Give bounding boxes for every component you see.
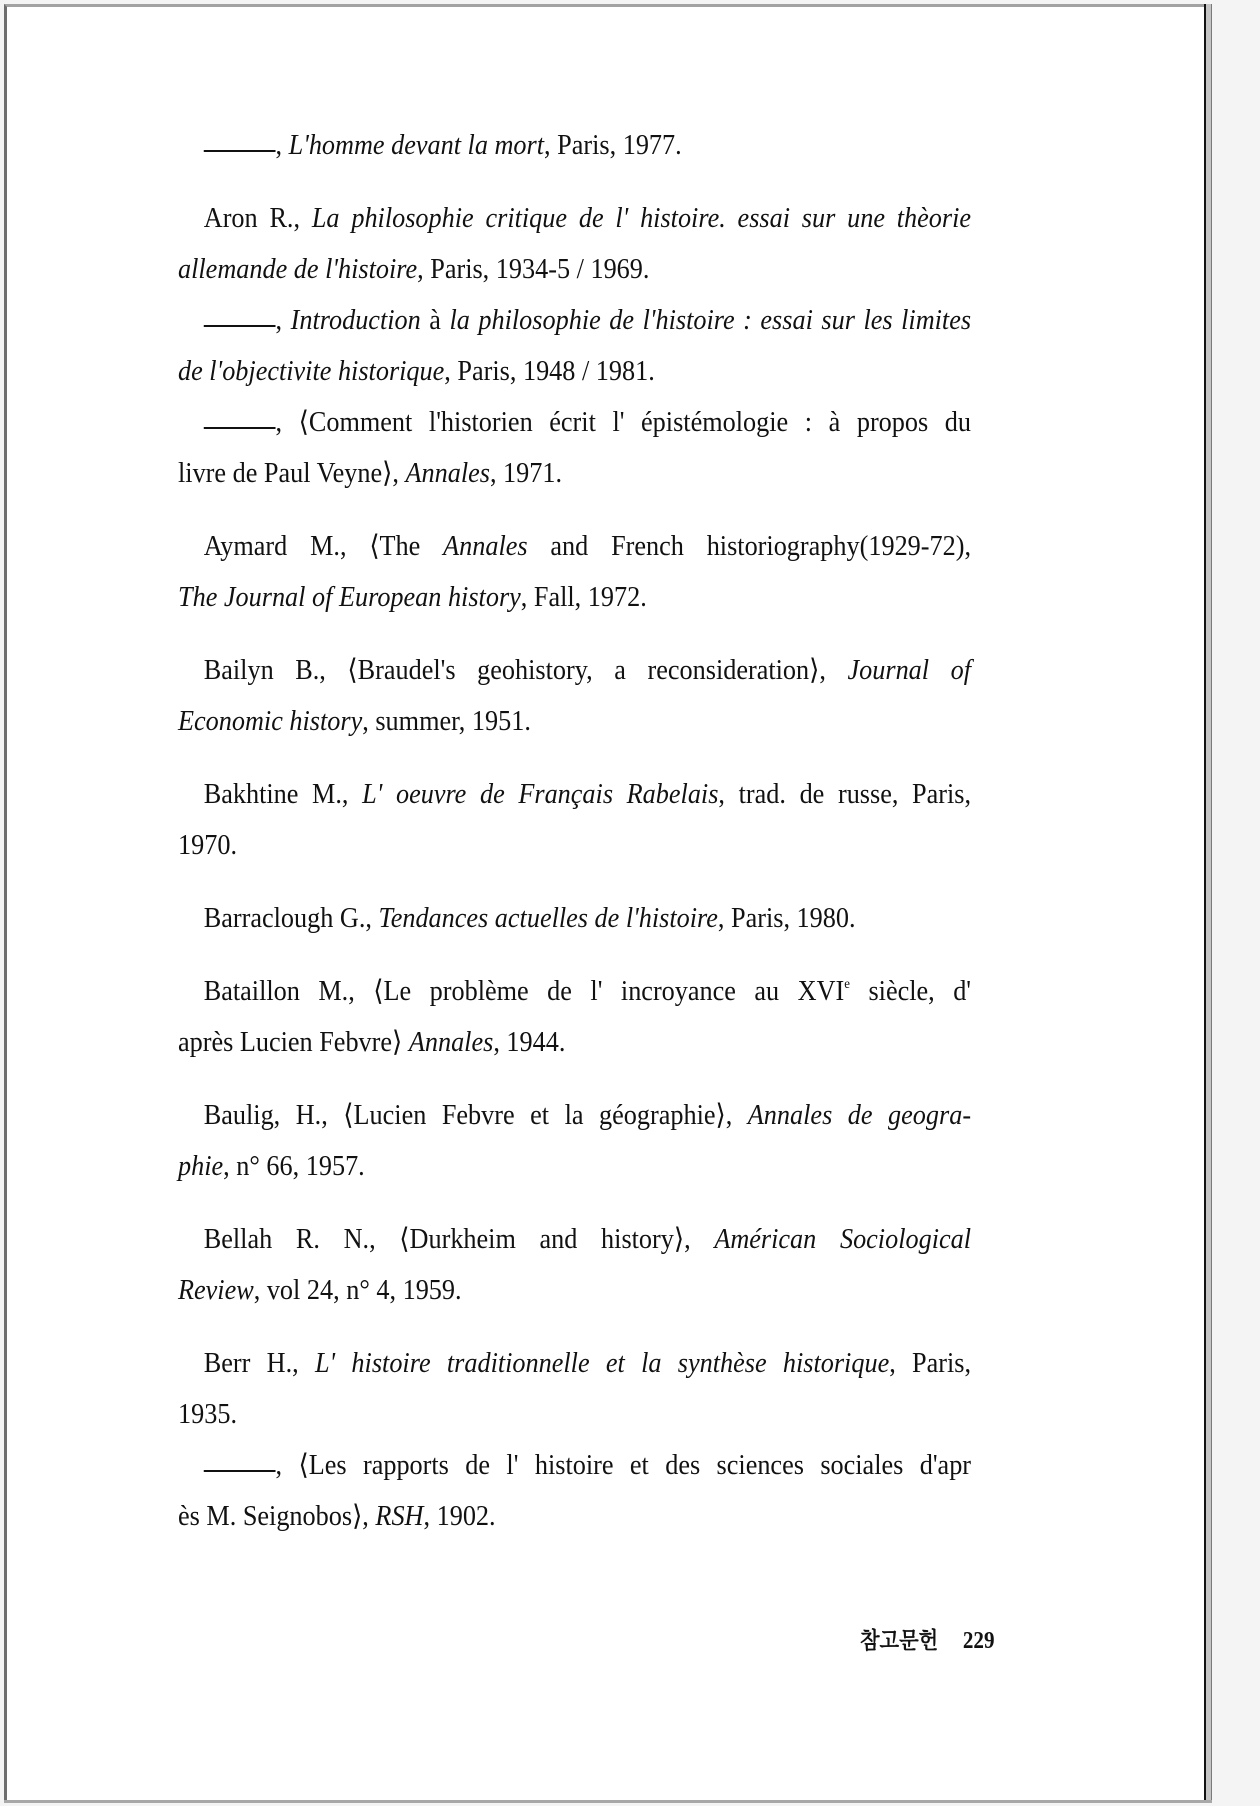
citation-text: , Paris, (889, 1348, 972, 1379)
citation-text: , vol 24, n° 4, 1959. (253, 1275, 462, 1306)
italic-title: Annales (408, 1027, 494, 1058)
entry-first-line (178, 397, 971, 448)
citation-text: , Paris, 1980. (717, 903, 856, 934)
bibliography-entry (178, 893, 971, 944)
italic-title: allemande de l'histoire (178, 254, 418, 285)
italic-title: L' histoire traditionnelle et la synthèse historique (314, 1348, 890, 1379)
bibliography-entry (178, 120, 971, 171)
entry-first-line (178, 521, 971, 572)
citation-text: après Lucien Febvre⟩ (178, 1027, 409, 1058)
citation-text: , Fall, 1972. (520, 582, 647, 613)
entry-first-line (178, 966, 971, 1017)
citation-text: , ⟨Comment l'historien écrit l' épistémologie : à propos du (275, 407, 972, 438)
bibliography-entry (178, 769, 971, 871)
entry-first-line (178, 120, 971, 171)
italic-title: phie (178, 1151, 224, 1182)
italic-title: Introduction (290, 305, 421, 336)
citation-text: 1970. (178, 830, 237, 861)
same-author-dash (204, 426, 276, 429)
page-bottom-shadow (4, 1800, 1212, 1803)
same-author-dash (204, 149, 276, 152)
citation-text: ès M. Seignobos⟩, (178, 1501, 376, 1532)
italic-title: Journal of (847, 655, 972, 686)
entry-continuation-line (178, 572, 971, 623)
entry-first-line (178, 1440, 971, 1491)
superscript: e (844, 977, 850, 992)
italic-title: Annales (405, 458, 490, 489)
entry-continuation-line (178, 346, 971, 397)
bibliography-entry (178, 521, 971, 623)
italic-title: la philosophie de l'histoire : essai sur les limites (449, 305, 972, 336)
italic-title: RSH (375, 1501, 424, 1532)
bibliography-entry (178, 1440, 971, 1542)
citation-text: , Paris, 1977. (544, 130, 682, 161)
same-author-dash (204, 1469, 276, 1472)
citation-text: à (420, 305, 450, 336)
citation-text: Aron R., (203, 203, 312, 234)
citation-text: , summer, 1951. (362, 706, 531, 737)
citation-text: , ⟨Les rapports de l' histoire et des sciences sociales d'apr (275, 1450, 972, 1481)
citation-text: Berr H., (203, 1348, 315, 1379)
page-number: 229 (962, 1628, 995, 1654)
citation-text: , 1971. (489, 458, 563, 489)
italic-title: The Journal of European history (178, 582, 521, 613)
citation-text: , n° 66, 1957. (223, 1151, 365, 1182)
citation-text: Bakhtine M., (203, 779, 363, 810)
italic-title: Economic history (178, 706, 363, 737)
citation-text: livre de Paul Veyne⟩, (178, 458, 406, 489)
bibliography-entry (178, 1338, 971, 1440)
bibliography-list (178, 120, 971, 1542)
entry-continuation-line (178, 820, 971, 871)
italic-title: L'homme devant la mort (288, 130, 545, 161)
citation-text: Bailyn B., ⟨Braudel's geohistory, a reconsideration⟩, (203, 655, 848, 686)
citation-text: siècle, d' (849, 976, 972, 1007)
citation-text: , Paris, 1934-5 / 1969. (417, 254, 650, 285)
italic-title: Tendances actuelles de l'histoire (378, 903, 718, 934)
italic-title: Américan Sociological (714, 1224, 972, 1255)
entry-first-line (178, 1090, 971, 1141)
entry-continuation-line (178, 1491, 971, 1542)
entry-first-line (178, 295, 971, 346)
bibliography-entry (178, 1090, 971, 1192)
entry-continuation-line (178, 696, 971, 747)
citation-text: Bellah R. N., ⟨Durkheim and history⟩, (203, 1224, 715, 1255)
page-edge-shadow (1204, 4, 1212, 1800)
entry-first-line (178, 1338, 971, 1389)
bibliography-entry (178, 645, 971, 747)
footer-section-title: 참고문헌 (860, 1628, 939, 1654)
bibliography-entry (178, 193, 971, 295)
bibliography-entry (178, 1214, 971, 1316)
italic-title: L' oeuvre de Français Rabelais (362, 779, 719, 810)
entry-continuation-line (178, 448, 971, 499)
italic-title: Annales de geogra- (747, 1100, 972, 1131)
entry-continuation-line (178, 244, 971, 295)
bibliography-entry (178, 295, 971, 397)
citation-text: , Paris, 1948 / 1981. (444, 356, 655, 387)
entry-continuation-line (178, 1389, 971, 1440)
citation-text: , 1944. (493, 1027, 566, 1058)
entry-first-line (178, 193, 971, 244)
entry-continuation-line (178, 1265, 971, 1316)
same-author-dash (204, 324, 276, 327)
citation-text: , (275, 305, 291, 336)
bibliography-entry (178, 966, 971, 1068)
citation-text: , (275, 130, 289, 161)
bibliography-entry (178, 397, 971, 499)
entry-continuation-line (178, 1017, 971, 1068)
entry-first-line (178, 893, 971, 944)
entry-continuation-line (178, 1141, 971, 1192)
entry-first-line (178, 645, 971, 696)
page-footer (860, 1622, 995, 1655)
citation-text: , 1902. (423, 1501, 496, 1532)
citation-text: and French historiography(1929-72), (527, 531, 972, 562)
italic-title: Review (178, 1275, 254, 1306)
citation-text: Barraclough G., (203, 903, 379, 934)
citation-text: Bataillon M., ⟨Le problème de l' incroyance au XVI (203, 976, 845, 1007)
italic-title: de l'objectivite historique (178, 356, 445, 387)
citation-text: , trad. de russe, Paris, (718, 779, 972, 810)
citation-text: Baulig, H., ⟨Lucien Febvre et la géographie⟩, (203, 1100, 748, 1131)
citation-text: 1935. (178, 1399, 237, 1430)
italic-title: La philosophie critique de l' histoire. essai sur une thèorie (311, 203, 972, 234)
citation-text: Aymard M., ⟨The (203, 531, 444, 562)
entry-first-line (178, 769, 971, 820)
entry-first-line (178, 1214, 971, 1265)
italic-title: Annales (443, 531, 528, 562)
